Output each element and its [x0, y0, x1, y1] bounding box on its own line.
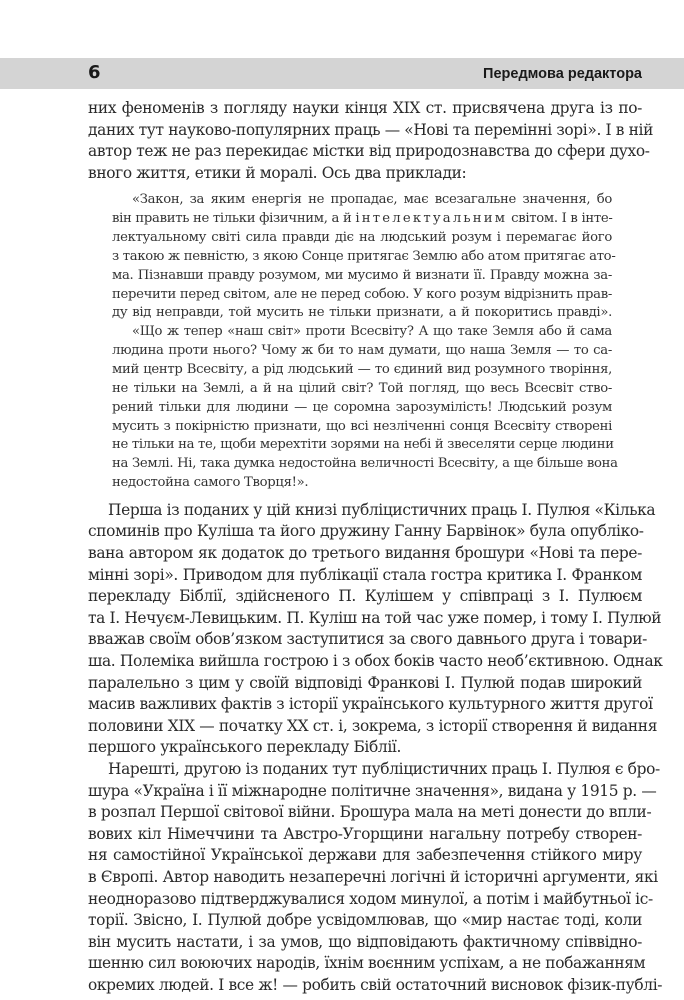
text-line: Нарешті, другою із поданих тут публіцистичних праць І. Пулюя є бро-: [108, 760, 660, 778]
text-line: з такою ж певністю, з якою Сонце притягає Землю або атом притягає ато-: [112, 248, 616, 264]
text-line: мий центр Всесвіту, а рід людський — то єдиний вид розумного творіння,: [112, 361, 612, 377]
text-line: половини XIX — початку XX ст. і, зокрема, з історії створення й видання: [88, 716, 658, 735]
body-text: [88, 98, 663, 997]
text-line: вважав своїм обов’язком заступитися за свого давнього друга і товари-: [88, 630, 647, 649]
text-line: вових кіл Німеччини та Австро-Угорщини нагальну потребу створен-: [88, 824, 642, 843]
text-line: даних тут науково-популярних праць — «Нові та перемінні зорі». І в ній: [88, 120, 654, 139]
text-line: них феноменів з погляду науки кінця XIX ст. присвячена друга із по-: [88, 99, 642, 117]
text-line: в Європі. Автор наводить незаперечні логічні й історичні аргументи, які: [88, 867, 658, 886]
text-line: [112, 210, 612, 229]
text-line: Перша із поданих у цій книзі публіцистичних праць І. Пулюя «Кілька: [108, 500, 656, 519]
quote-paragraph-2: [112, 323, 618, 493]
text-line: вана автором як додаток до третього видання брошури «Нові та пере-: [88, 544, 642, 563]
text-line: в розпал Першої світової війни. Брошура мала на меті донести до впли-: [88, 803, 652, 822]
text-fragment: він править не тільки фізичним, а й: [112, 211, 356, 227]
text-line: він мусить настати, і за умов, що відповідають фактичному співвідно-: [88, 932, 642, 951]
text-line: та І. Нечуєм-Левицьким. П. Куліш на той час уже помер, і тому І. Пулюй: [88, 608, 662, 627]
paragraph-ukraine: [88, 759, 663, 997]
text-line: ма. Пізнавши правду розумом, ми мусимо й визнати її. Правду можна за-: [112, 267, 612, 283]
text-fragment: світом. І в інте-: [507, 211, 613, 227]
intro-paragraph: [88, 98, 654, 184]
text-line: не тільки на Землі, а й на цілий світ? Той погляд, що весь Всесвіт ство-: [112, 380, 612, 396]
text-line: ша. Полеміка вийшла гострою і з обох боків часто необ’єктивною. Однак: [88, 652, 663, 671]
running-head: [0, 58, 684, 89]
block-quote: [112, 191, 618, 493]
text-line: торії. Звісно, І. Пулюй добре усвідомлював, що «мир настає тоді, коли: [88, 911, 642, 930]
text-line: перекладу Біблії, здійсненого П. Кулішем у співпраці з І. Пулюєм: [88, 587, 642, 606]
text-line: недостойна самого Творця!».: [112, 475, 309, 491]
text-line: ду від неправди, той мусить не тільки признати, а й покоритись правді».: [112, 305, 612, 321]
text-line: вного життя, етики й моралі. Ось два приклади:: [88, 163, 467, 182]
text-line: мусить з покірністю признати, що всі незліченні сонця Всесвіту створені: [112, 418, 612, 434]
text-line: лектуальному світі сила правди діє на людський розум і перемагає його: [112, 230, 612, 246]
section-title: Передмова редактора: [483, 66, 642, 82]
text-line: шура «Україна і її міжнародне політичне значення», видана у 1915 р. —: [88, 781, 657, 800]
paragraph-kulish: [88, 500, 663, 759]
quote-paragraph-1: [112, 191, 616, 323]
text-line: ня самостійної Української держави для забезпечення стійкого миру: [88, 846, 642, 865]
text-line: шенню сил воюючих народів, їхнім воєнним успіхам, а не побажанням: [88, 954, 646, 973]
text-line: «Що ж тепер «наш світ» проти Всесвіту? А що таке Земля або й сама: [132, 324, 612, 340]
text-line: рений тільки для людини — це соромна зарозумілість! Людський розум: [112, 399, 612, 415]
text-line: перечити перед світом, але не перед собою. У кого розум відрізнить прав-: [112, 286, 612, 302]
text-line: неодноразово підтверджувалися ходом минулої, а потім і майбутньої іс-: [88, 889, 653, 908]
text-line: мінні зорі». Приводом для публікації стала гостра критика І. Франком: [88, 565, 642, 584]
text-line: споминів про Куліша та його дружину Ганну Барвінок» була опубліко-: [88, 522, 644, 541]
emphasized-word: інтелектуальним: [355, 211, 508, 227]
text-line: на Землі. Ні, така думка недостойна величності Всесвіту, а ще більше вона: [112, 456, 618, 472]
text-line: масив важливих фактів з історії українського культурного життя другої: [88, 695, 653, 714]
text-line: автор теж не раз перекидає містки від природознавства до сфери духо-: [88, 142, 650, 161]
text-line: окремих людей. І все ж! — робить свій остаточний висновок фізик-публі-: [88, 975, 663, 994]
text-line: першого українського перекладу Біблії.: [88, 738, 402, 757]
text-line: людина проти нього? Чому ж би то нам думати, що наша Земля — то са-: [112, 343, 612, 359]
page-number: 6: [88, 62, 101, 83]
text-line: «Закон, за яким енергія не пропадає, має всезагальне значення, бо: [132, 192, 612, 208]
text-line: не тільки на те, щоби мерехтіти зорями на небі й звеселяти серце людини: [112, 437, 614, 453]
text-line: паралельно з цим у своїй відповіді Франкові І. Пулюй подав широкий: [88, 673, 642, 692]
